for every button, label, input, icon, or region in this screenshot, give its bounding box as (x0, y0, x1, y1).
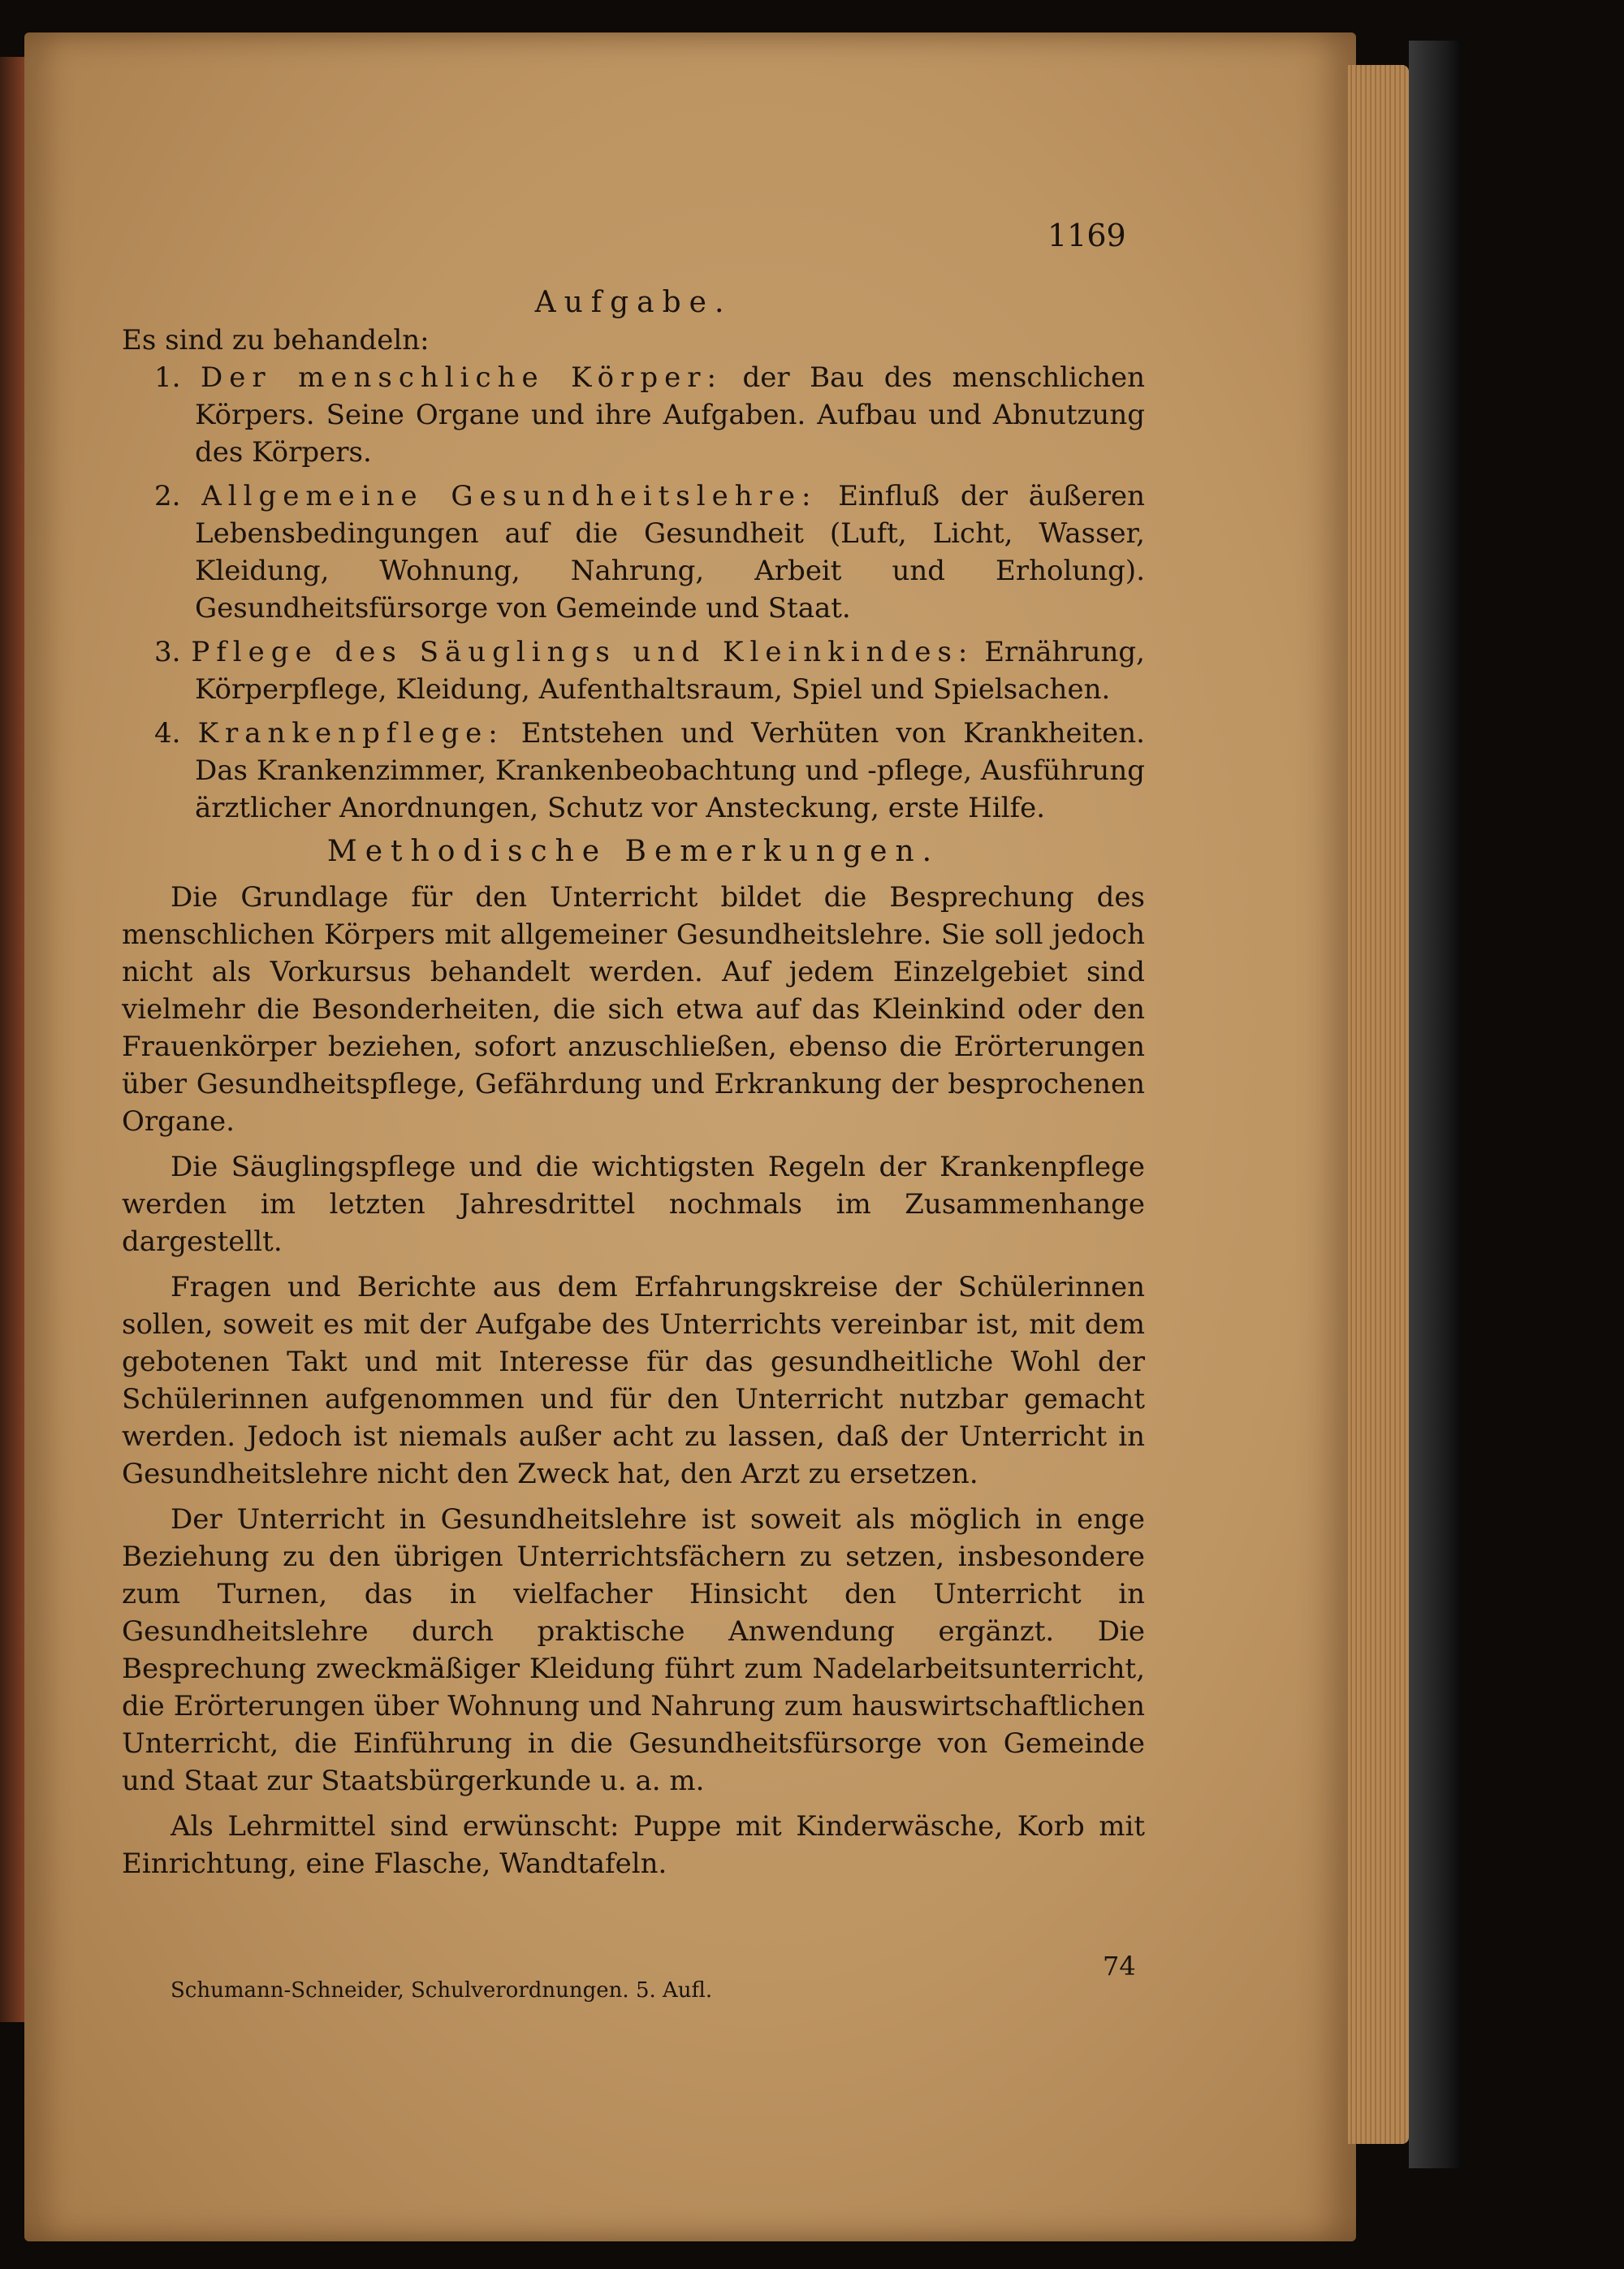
item-title: Der menschliche Körper: (200, 361, 723, 394)
list-item (122, 715, 1145, 827)
page-stack-edge (1348, 65, 1409, 2144)
item-text: Einfluß der äußeren Lebensbedingungen auf die Gesundheit (Luft, Licht, Wasser, Kleidung, Wohnung, Nahrung, Arbeit und Erholung). Gesundheitsfürsorge von Gemeinde und Staat. (195, 480, 1145, 625)
item-text: Entstehen und Verhüten von Krankheiten. Das Krankenzimmer, Krankenbeobachtung und -pflege, Ausführung ärztlicher Anordnungen, Schutz vor Ansteckung, erste Hilfe. (195, 717, 1145, 824)
list-item (122, 359, 1145, 471)
item-title: Krankenpflege: (197, 717, 504, 750)
item-number: 2. (154, 480, 181, 512)
item-number: 3. (154, 636, 181, 668)
heading-task: Aufgabe. (534, 286, 732, 319)
item-number: 1. (154, 361, 181, 394)
paragraph: Fragen und Berichte aus dem Erfahrungskreise der Schülerinnen sollen, soweit es mit der Aufgabe des Unterrichts vereinbar ist, mit dem gebotenen Takt und mit Interesse für das gesundheitliche Wohl der Schülerinnen aufgenommen und für den Unterricht nutzbar gemacht werden. Jedoch ist niemals außer acht zu lassen, daß der Unterricht in Gesundheitslehre nicht den Zweck hat, den Arzt zu ersetzen. (122, 1271, 1145, 1490)
page-number: 1169 (1047, 218, 1126, 253)
paragraph: Die Grundlage für den Unterricht bildet die Besprechung des menschlichen Körpers mit allgemeiner Gesundheitslehre. Sie soll jedoch nicht als Vorkursus behandelt werden. Auf jedem Einzelgebiet sind vielmehr die Besonderheiten, die sich etwa auf das Kleinkind oder den Frauenkörper beziehen, sofort anzuschließen, ebenso die Erörterungen über Gesundheitspflege, Gefährdung und Erkrankung der besprochenen Organe. (122, 881, 1145, 1138)
item-title: Allgemeine Gesundheitslehre: (201, 480, 818, 512)
list-item (122, 633, 1145, 708)
list-item (122, 478, 1145, 627)
heading-method: Methodische Bemerkungen. (326, 835, 940, 868)
item-number: 4. (154, 717, 181, 750)
paragraph: Der Unterricht in Gesundheitslehre ist soweit als möglich in enge Beziehung zu den übrigen Unterrichtsfächern zu setzen, insbesondere zum Turnen, das in vielfacher Hinsicht den Unterricht in Gesundheitslehre durch praktische Anwendung ergänzt. Die Besprechung zweckmäßiger Kleidung führt zum Nadelarbeitsunterricht, die Erörterungen über Wohnung und Nahrung zum hauswirtschaftlichen Unterricht, die Einführung in die Gesundheitsfürsorge von Gemeinde und Staat zur Staatsbürgerkunde u. a. m. (122, 1503, 1145, 1797)
paragraph: Als Lehrmittel sind erwünscht: Puppe mit Kinderwäsche, Korb mit Einrichtung, eine Flasche, Wandtafeln. (122, 1810, 1145, 1880)
book-cover-edge (1409, 41, 1462, 2168)
footer-imprint: Schumann-Schneider, Schulverordnungen. 5. Aufl. (171, 1978, 713, 2003)
intro-line: Es sind zu behandeln: (122, 324, 430, 357)
signature-number: 74 (1103, 1951, 1136, 1982)
item-text: der Bau des menschlichen Körpers. Seine Organe und ihre Aufgaben. Aufbau und Abnutzung des Körpers. (195, 361, 1145, 469)
paragraph: Die Säuglingspflege und die wichtigsten Regeln der Krankenpflege werden im letzten Jahresdrittel nochmals im Zusammenhange dargestellt. (122, 1151, 1145, 1258)
page-text (122, 203, 1145, 1882)
item-text: Ernährung, Körperpflege, Kleidung, Aufenthaltsraum, Spiel und Spielsachen. (195, 636, 1145, 706)
item-title: Pflege des Säuglings und Kleinkindes: (191, 636, 974, 668)
